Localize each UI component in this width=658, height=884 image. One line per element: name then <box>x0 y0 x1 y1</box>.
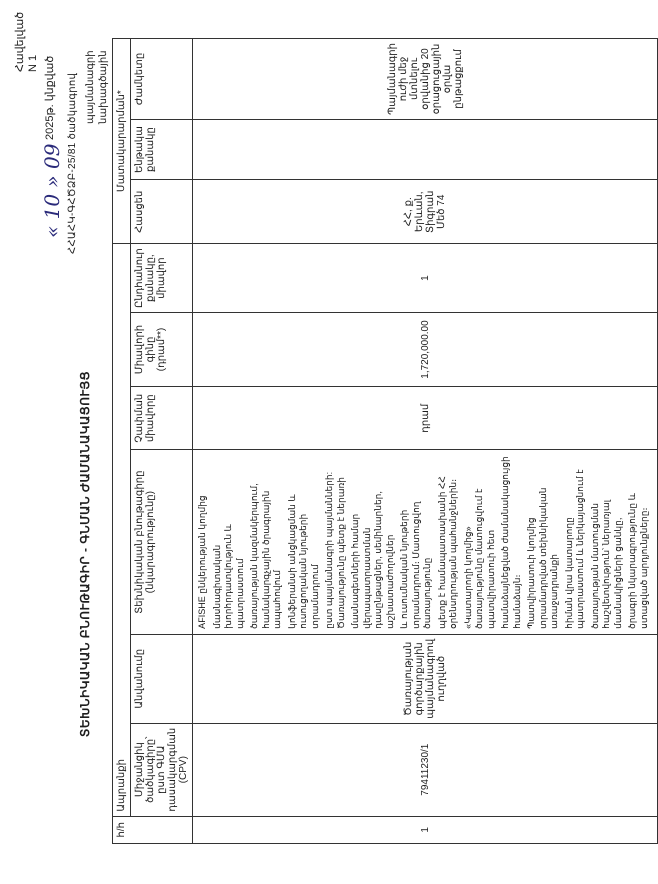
cell-description <box>193 450 658 634</box>
table-row <box>193 39 658 844</box>
handwritten-date: « 10 » 09 <box>40 143 64 238</box>
col-deadline: Ժամկետը <box>131 39 193 120</box>
description-line: կոնֆերանսի անցկացման և ուսուցողական նյութերի տրամադրում <box>286 494 320 629</box>
description-line: ծրագրի նկարագրությունը և ստացված արդյունքները։ <box>627 493 649 629</box>
annex-label: Հավելված N 1 <box>14 11 39 72</box>
col-cpv: Միջանցիկ ծածկագիրը՝ ըստ ԳՄԱ դասակարգման (CPV) <box>131 723 193 816</box>
col-index: հ/հ <box>113 816 193 843</box>
reference-line: 2025թ. կնքված <box>44 55 56 140</box>
description-line: մասնագետների համար վերապատրաստման դասընթացներ, սեմինարներ, աշխատաժողովներ <box>350 491 395 629</box>
description-line: ըստ պայմանագրի պայմանների: Ծառայությունը պետք է ներառի <box>324 471 346 629</box>
description-line: AFISHE ընկերության կողմից <box>197 495 207 629</box>
col-description: Տեխնիկական բնութագիրը (նկարագրությունը) <box>131 450 193 634</box>
cell-address: ՀՀ, ք. Երևան, Տիգրան Մեծ 74 <box>193 180 658 244</box>
cell-deadline: Պայմանագրի ուժի մեջ մտնելու օրվանից 20 օրացուցային օրվա ընթացքում <box>193 39 658 120</box>
description-line: «Կատարողի կողմից» ծառայությունը մատուցվում է պատվիրատուի հետ <box>462 488 496 629</box>
description-line: հիման վրա կատարողը պատրաստում և ներկայացնում է <box>563 469 585 629</box>
cell-delivery-quantity <box>193 119 658 179</box>
col-address: Հասցեն <box>131 180 193 244</box>
procurement-code: ՀՀԱՀԿ-ԳՀԾՁԲ-25/81 ծածկագրով <box>67 72 78 254</box>
cell-cpv: 79411230/1 <box>193 723 658 816</box>
cell-index: 1 <box>193 816 658 843</box>
cell-quantity: 1 <box>193 244 658 313</box>
description-line: ծառայության մատուցման հաշվետվություն՝ ներառյալ մասնակիցների ցանկը, <box>589 499 623 629</box>
group-delivery: Մատակարարման* <box>113 39 131 244</box>
col-delivery-quantity: Ենթակա քանակը <box>131 119 193 179</box>
description-line: Պատվիրատուի կողմից տրամադրված տեխնիկական առաջադրանքի <box>526 487 559 629</box>
document-title: ՏԵԽՆԻԿԱԿԱՆ ԲՆՈՒԹԱԳԻՐ - ԳՆՄԱՆ ԺԱՄԱՆԱԿԱՑՈՒՅՑ <box>78 370 92 738</box>
description-line: և ուսումնական նյութերի տրամադրում։ Մատուցվող ծառայությունը <box>399 501 432 629</box>
group-item: Ապրանքի <box>113 244 131 816</box>
col-unit-price: Միավորի գինը (դրամ**) <box>131 312 193 386</box>
col-name: Անվանումը <box>131 634 193 723</box>
specification-table <box>112 38 658 844</box>
description-line: ծառայության կազմակերպում, համակարգչային ծրագրային ապահովում <box>249 483 282 629</box>
description-line: պետք է համապատասխանի ՀՀ օրենսդրության պահանջներին։ <box>436 476 458 629</box>
cell-unit: դրամ <box>193 387 658 450</box>
reference-line-2: պայմանագրի նախագծային <box>85 50 109 124</box>
cell-unit-price: 1,720,000.00 <box>193 312 658 386</box>
col-quantity: Ընդհանուր քանակը, միավոր <box>131 244 193 313</box>
description-line: համաձայնեցված ժամանակացույցի համաձայն։ <box>500 456 522 629</box>
cell-name: Ծառայության գործարքային պայմանագրով ուղղված <box>193 634 658 723</box>
description-line: մասնագիտական խորհրդատվություն և պատրաստում <box>211 524 245 629</box>
col-unit: Չափման միավորը <box>131 387 193 450</box>
